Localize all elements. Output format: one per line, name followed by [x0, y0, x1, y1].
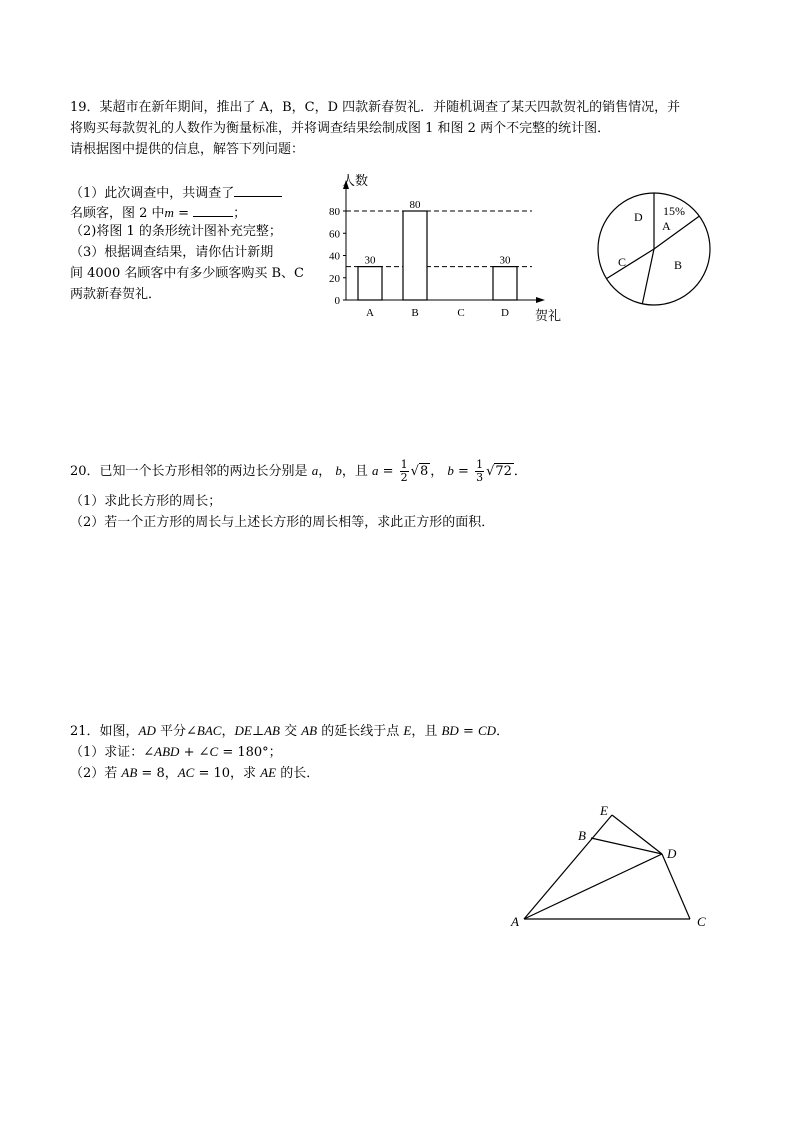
- t3: 交: [279, 724, 302, 739]
- y-tick-label: 20: [329, 272, 340, 285]
- seg-AD: AD: [138, 723, 156, 738]
- line-AD: [524, 854, 662, 919]
- q19-part3-line3: 两款新春贺礼．: [70, 287, 162, 302]
- q19-part3-line2: 间 4000 名顾客中有多少顾客购买 B、C: [70, 266, 304, 281]
- y-tick-label: 60: [329, 228, 340, 241]
- pie-label-B: B: [674, 258, 683, 272]
- t6: =: [458, 724, 478, 739]
- line-DC: [662, 854, 690, 919]
- q19-part3-line1: （3）根据调查结果，请你估计新期: [70, 245, 274, 260]
- pie-label-A: A: [662, 219, 671, 233]
- y-tick-label: 0: [334, 295, 340, 307]
- p2a: （2）若: [70, 766, 122, 781]
- t7: ．: [496, 724, 510, 739]
- b-radicand: 72: [495, 464, 512, 479]
- angle-ABD: ABD: [154, 744, 180, 759]
- q20-line1: 20．已知一个长方形相邻的两边长分别是 a， b，且 a = $\frac{1}{2}$ √8 ， b = $\frac{1}{3}$ √72 ．: [70, 458, 527, 484]
- pie-percent-A: 15%: [663, 204, 685, 218]
- p1b: + ∠: [179, 745, 210, 760]
- seg-DE: DE: [234, 723, 252, 738]
- a-fraction: $\frac{1}{2}$: [400, 458, 408, 484]
- seg-BD: BD: [441, 723, 459, 738]
- x-tick-label-A: A: [366, 307, 374, 319]
- q19-part2: （2)将图 1 的条形统计图补充完整；: [70, 224, 282, 239]
- seg-AB: AB: [264, 723, 280, 738]
- seg-AE: AE: [260, 765, 277, 780]
- p2c: = 10，求: [194, 766, 261, 781]
- b-equals: =: [453, 464, 474, 479]
- seg-AB-2: AB: [301, 723, 318, 738]
- point-E: E: [403, 723, 412, 738]
- p1c: = 180°；: [218, 745, 282, 760]
- t1: 平分∠: [155, 724, 197, 739]
- equals: =: [173, 206, 194, 221]
- p1a: （1）求证：∠: [70, 745, 155, 760]
- pie-label-C: C: [618, 255, 627, 269]
- bar-value-label-B: 80: [409, 199, 421, 211]
- label-D: D: [667, 846, 677, 861]
- q19-part1-text: （1）此次调查中，共调查了: [70, 186, 235, 201]
- q19-line2: 将购买每款贺礼的人数作为衡量标准，并将调查结果绘制成图 1 和图 2 两个不完整的统计图．: [70, 121, 611, 136]
- label-A: A: [511, 914, 519, 929]
- label-E: E: [600, 803, 608, 818]
- perp: ⊥: [251, 724, 265, 739]
- var-a-2: a: [372, 463, 379, 478]
- semicolon: ；: [233, 206, 247, 221]
- q19-part1-text2: 名顾客，图 2 中: [70, 206, 165, 221]
- y-tick-label: 80: [329, 206, 340, 218]
- q19-line1: 19．某超市在新年期间，推出了 A，B，C，D 四款新春贺礼．并随机调查了某天四款贺礼的销售情况，并: [70, 100, 681, 115]
- a-equals: =: [378, 464, 398, 479]
- t4: 的延长线于点: [317, 724, 404, 739]
- label-C: C: [697, 914, 706, 929]
- a-radicand: 8: [419, 464, 429, 479]
- p2b: = 8，: [137, 766, 178, 781]
- b-fraction: $\frac{1}{3}$: [476, 458, 484, 484]
- var-b: b: [335, 463, 342, 478]
- p2d: 的长．: [276, 766, 320, 781]
- var-a: a: [311, 463, 319, 478]
- seg-CD: CD: [478, 723, 497, 738]
- bar-value-label-D: 30: [499, 254, 511, 267]
- q20-part2: （2）若一个正方形的周长与上述长方形的周长相等，求此正方形的面积．: [70, 515, 495, 530]
- x-tick-label-D: D: [501, 307, 509, 319]
- x-tick-label-C: C: [457, 307, 465, 319]
- t5: ，且: [411, 724, 442, 739]
- y-tick-label: 40: [329, 250, 340, 263]
- q21-intro: 21．如图，: [70, 724, 139, 739]
- comma: ，: [318, 464, 332, 479]
- line-AE: [524, 815, 612, 919]
- q20-part1: （1）求此长方形的周长；: [70, 494, 222, 509]
- comma-2: ，: [430, 464, 444, 479]
- q19-line3: 请根据图中提供的信息，解答下列问题：: [70, 142, 305, 157]
- pie-label-D: D: [634, 210, 643, 224]
- period: ．: [513, 464, 527, 479]
- q20-intro: 20．已知一个长方形相邻的两边长分别是: [70, 464, 308, 479]
- angle-BAC: BAC: [196, 723, 222, 738]
- y-axis-label: 人数: [342, 173, 369, 188]
- seg-AB-3: AB: [121, 765, 138, 780]
- var-b-2: b: [447, 463, 454, 478]
- x-axis-label: 贺礼: [535, 308, 562, 323]
- x-tick-label-B: B: [411, 307, 419, 319]
- seg-AC: AC: [177, 765, 195, 780]
- t2: ，: [221, 724, 235, 739]
- bar-value-label-A: 30: [364, 254, 376, 267]
- and: ，且: [341, 464, 368, 479]
- label-B: B: [578, 828, 586, 843]
- var-m: m: [164, 205, 174, 220]
- angle-C: C: [209, 744, 219, 759]
